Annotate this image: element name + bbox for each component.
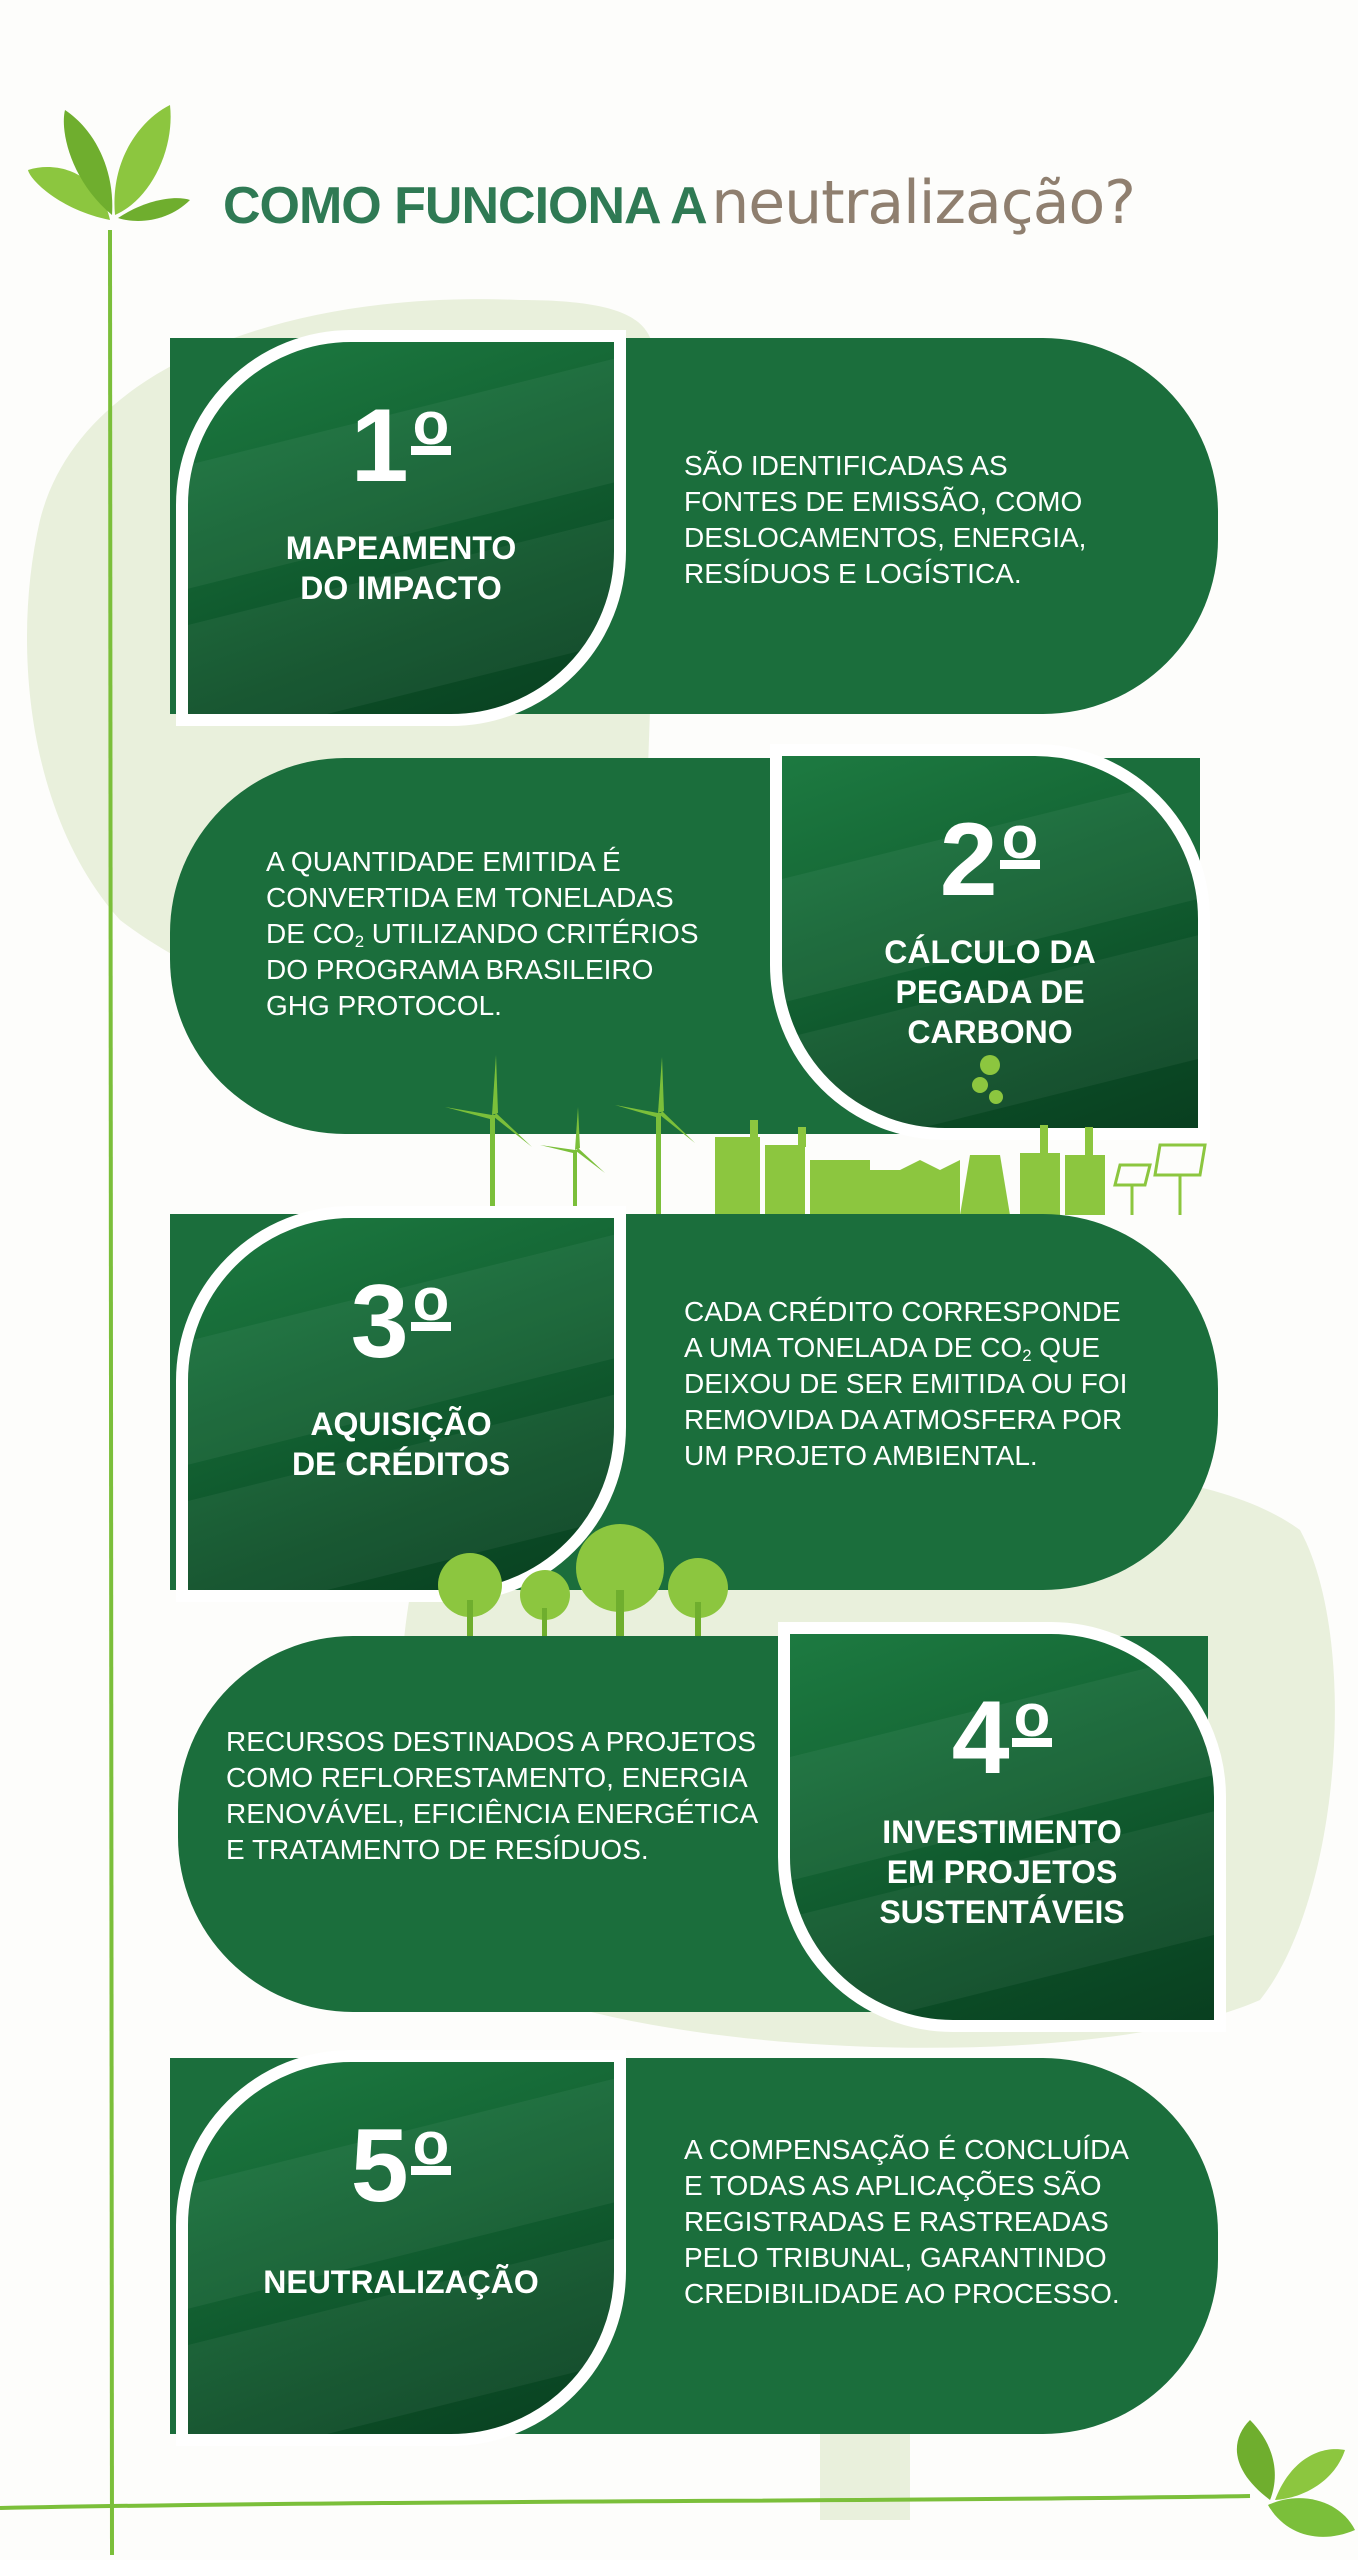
leaf-sprout-bottom-right	[1237, 2420, 1355, 2537]
step-3-description: CADA CRÉDITO CORRESPONDE A UMA TONELADA DE $CO_2$ QUE DEIXOU DE SER EMITIDA OU FOI REMOVIDA DA ATMOSFERA POR UM PROJETO AMBIENTAL.	[684, 1296, 1128, 1471]
step-1-panel	[176, 330, 626, 726]
trees-illustration	[430, 1520, 740, 1640]
wind-turbine-icon	[445, 1055, 532, 1215]
wind-turbine-icon	[615, 1057, 695, 1215]
step-1-description: SÃO IDENTIFICADAS AS FONTES DE EMISSÃO, COMO DESLOCAMENTOS, ENERGIA, RESÍDUOS E LOGÍSTICA.	[684, 450, 1087, 589]
step-3-title: AQUISIÇÃO DE CRÉDITOS	[291, 1406, 511, 1482]
wind-turbine-icon	[540, 1107, 605, 1215]
step-2-number: 2o	[939, 802, 1039, 918]
step-4-number: 4o	[951, 1680, 1051, 1796]
renewable-energy-skyline	[440, 1045, 1210, 1217]
tree-icon	[438, 1553, 502, 1640]
solar-panel-icon	[1115, 1145, 1205, 1215]
step-4-description: RECURSOS DESTINADOS A PROJETOS COMO REFLORESTAMENTO, ENERGIA RENOVÁVEL, EFICIÊNCIA ENERGÉTICA E TRATAMENTO DE RESÍDUOS.	[226, 1726, 759, 1865]
step-4-panel	[778, 1622, 1226, 2032]
step-5-title: NEUTRALIZAÇÃO	[263, 2264, 539, 2300]
step-4-title: INVESTIMENTO EM PROJETOS SUSTENTÁVEIS	[879, 1814, 1125, 1930]
vine-horizontal	[0, 2496, 1250, 2508]
step-2-title: CÁLCULO DA PEGADA DE CARBONO	[884, 934, 1096, 1050]
tree-icon	[576, 1524, 664, 1640]
factory-icon	[715, 1055, 1105, 1215]
step-2-description: A QUANTIDADE EMITIDA É CONVERTIDA EM TONELADAS DE $CO_2$ UTILIZANDO CRITÉRIOS DO PROGRAMA BRASILEIRO GHG PROTOCOL.	[266, 846, 699, 1021]
step-5-description: A COMPENSAÇÃO É CONCLUÍDA E TODAS AS APLICAÇÕES SÃO REGISTRADAS E RASTREADAS PELO TRIBUNAL, GARANTINDO CREDIBILIDADE AO PROCESSO.	[684, 2134, 1129, 2309]
step-1-title: MAPEAMENTO DO IMPACTO	[285, 530, 517, 606]
tree-icon	[668, 1558, 728, 1640]
tree-icon	[520, 1570, 570, 1640]
title-light: neutralização?	[711, 168, 1136, 238]
page-title	[0, 168, 1358, 238]
step-3-number: 3o	[350, 1264, 450, 1380]
step-1-number: 1o	[350, 388, 450, 504]
step-5-number: 5o	[350, 2108, 450, 2224]
step-5-panel	[176, 2050, 626, 2446]
title-bold: COMO FUNCIONA A	[222, 177, 707, 235]
